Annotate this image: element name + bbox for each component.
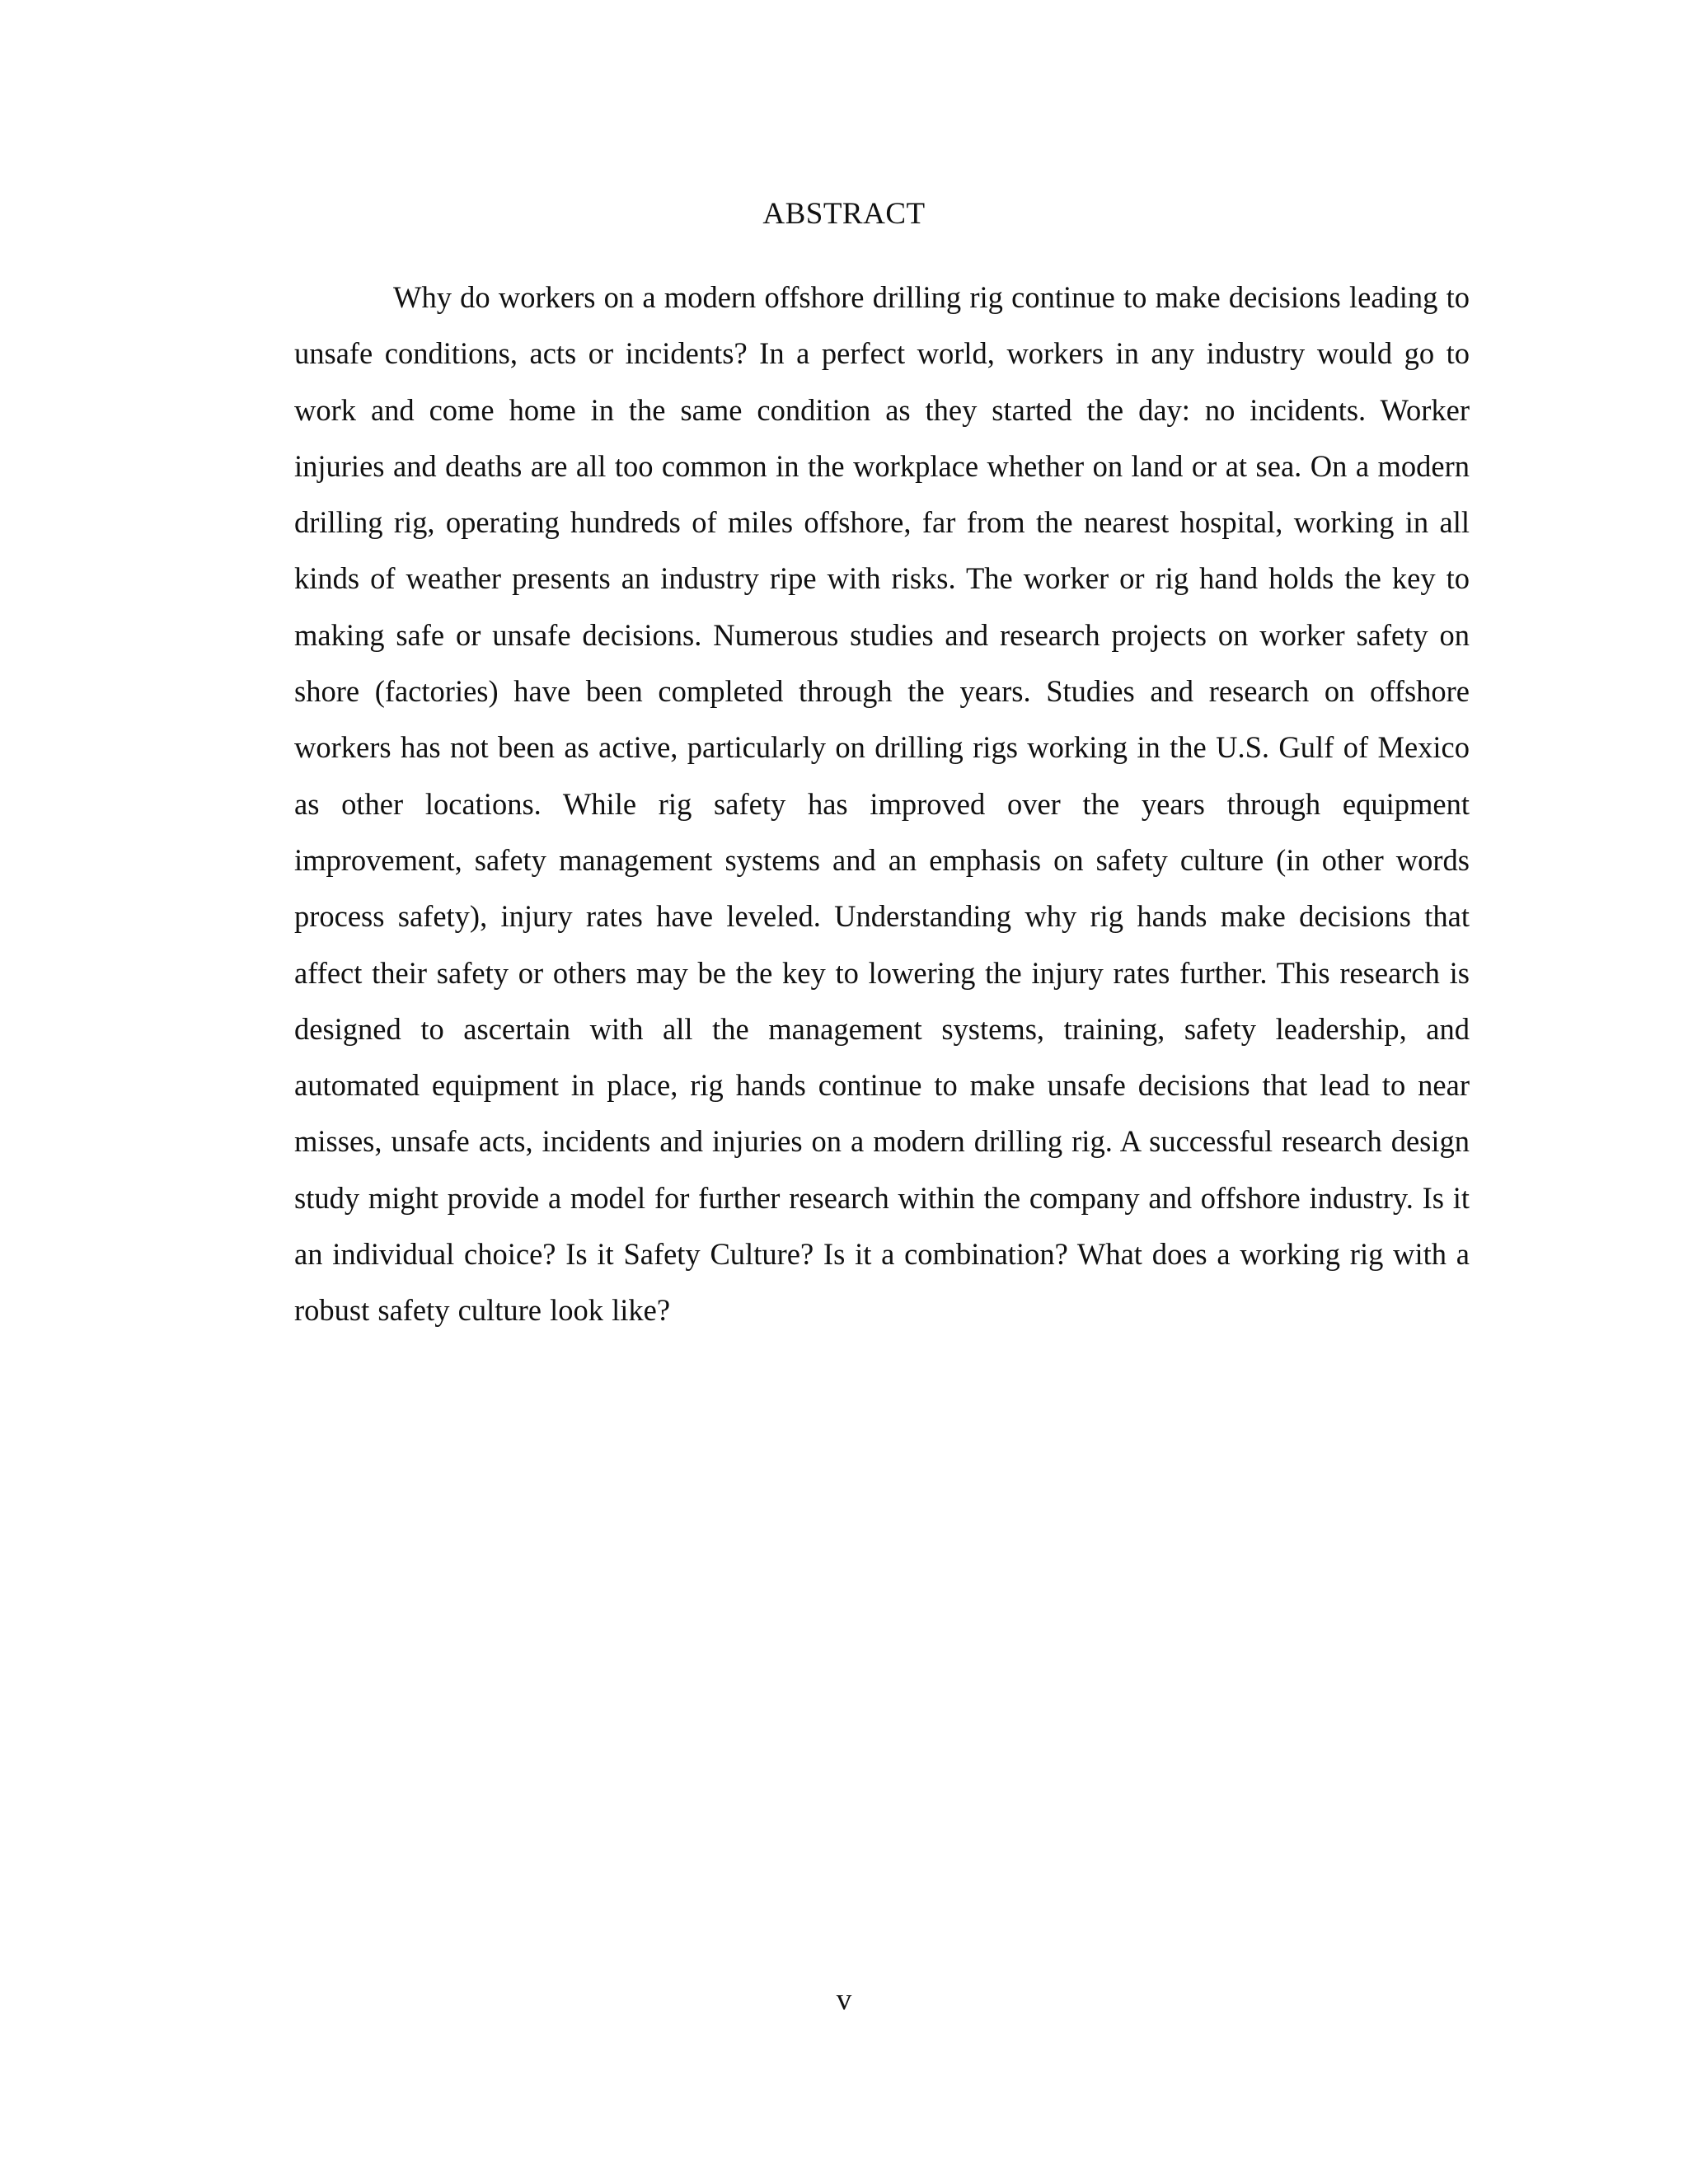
abstract-heading: ABSTRACT xyxy=(762,197,926,231)
abstract-paragraph: Why do workers on a modern offshore drilling rig continue to make decisions leading to unsafe conditions, acts or incidents? In a perfect world, workers in any industry would go to work and come home in the same condition as they started the day: no incidents. Worker injuries and deaths are all too common in the workplace whether on land or at sea. On a modern drilling rig, operating hundreds of miles offshore, far from the nearest hospital, working in all kinds of weather presents an industry ripe with risks. The worker or rig hand holds the key to making safe or unsafe decisions. Numerous studies and research projects on worker safety on shore (factories) have been completed through the years. Studies and research on offshore workers has not been as active, particularly on drilling rigs working in the U.S. Gulf of Mexico as other locations. While rig safety has improved over the years through equipment improvement, safety management systems and an emphasis on safety culture (in other words process safety), injury rates have leveled. Understanding why rig hands make decisions that affect their safety or others may be the key to lowering the injury rates further. This research is designed to ascertain with all the management systems, training, safety leadership, and automated equipment in place, rig hands continue to make unsafe decisions that lead to near misses, unsafe acts, incidents and injuries on a modern drilling rig. A successful research design study might provide a model for further research within the company and offshore industry. Is it an individual choice? Is it Safety Culture? Is it a combination? What does a working rig with a robust safety culture look like? xyxy=(294,280,1470,1328)
page-number: v xyxy=(836,1983,852,2017)
